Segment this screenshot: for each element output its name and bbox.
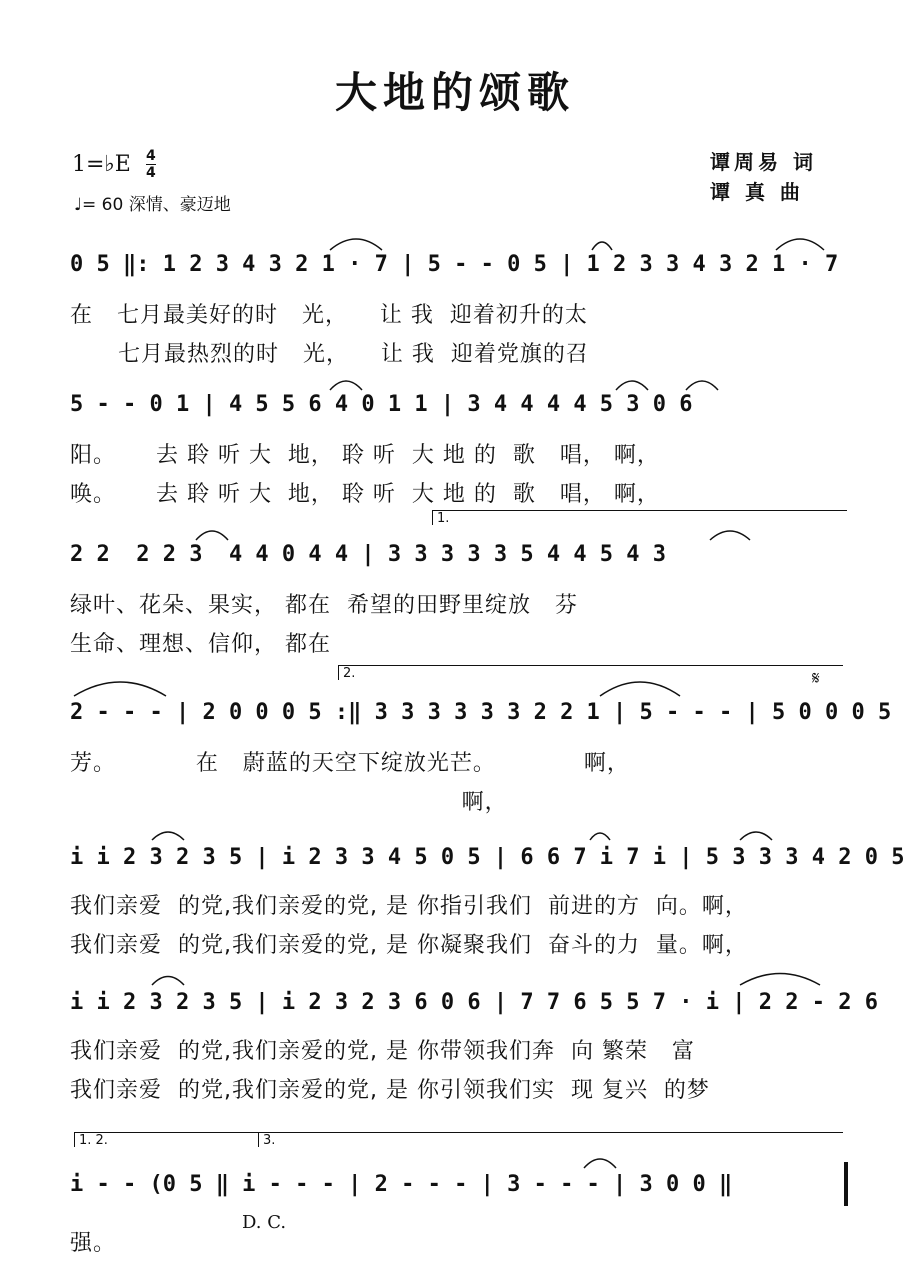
volta-ending-a: 1. 2. [74,1132,259,1147]
slur [152,977,184,986]
tie [600,682,680,696]
lyric-line: 我们亲爱 的党,我们亲爱的党, 是 你凝聚我们 奋斗的力 量。啊， [70,933,748,958]
composer-credit: 谭 真 曲 [710,180,804,204]
system-6 [70,990,878,1030]
lyric-line: 阳。 去 聆 听 大 地， 聆 听 大 地 的 歌 唱， 啊， [70,443,660,468]
lyric-line: 我们亲爱 的党,我们亲爱的党, 是 你引领我们实 现 复兴 的梦 [70,1078,710,1103]
slur [330,239,382,250]
fermata [584,1159,616,1168]
song-title: 大地的颂歌 [334,68,575,117]
lyric-line: 七月最热烈的时 光， 让 我 迎着党旗的召 [70,342,589,367]
da-capo-marking: D. C. [242,1212,287,1233]
system-5 [70,845,905,885]
slur [196,531,228,540]
notes-line: i i 2 3 2 3 5 | i 2 3 3 4 5 0 5 | 6 6 7 i 7 i | 5 3 3 3 4 2 0 5 [70,845,905,870]
lyricist-credit: 谭周易 词 [710,150,817,174]
tie [740,974,820,986]
slur [740,832,772,840]
system-2 [70,392,850,432]
notes-line: 5 - - 0 1 | 4 5 5 6 4 0 1 1 | 3 4 4 4 4 5 3 0 6 [70,392,693,417]
system-7 [70,1172,850,1212]
volta-ending-b: 3. [258,1132,843,1147]
tempo-marking: ♩= 60 深情、豪迈地 [74,195,231,215]
slur [686,381,718,390]
slur [590,833,610,840]
slur [616,381,648,390]
lyric-line: 啊， [70,790,508,815]
lyric-line: 芳。 在 蔚蓝的天空下绽放光芒。 啊， [70,751,630,776]
key-signature: 1=♭E [72,152,131,177]
slur [776,239,824,250]
lyric-line: 生命、理想、信仰， 都在 [70,632,331,657]
system-1 [70,252,850,292]
system-4 [70,700,892,740]
lyric-line: 唤。 去 聆 听 大 地， 聆 听 大 地 的 歌 唱， 啊， [70,482,660,507]
time-signature: $\frac{4}{4}$ [146,148,156,181]
lyric-line: 我们亲爱 的党,我们亲爱的党, 是 你带领我们奔 向 繁荣 富 [70,1039,695,1064]
notes-line: 0 5 ‖: 1 2 3 4 3 2 1 · 7 | 5 - - 0 5 | 1 2 3 3 4 3 2 1 · 7 [70,252,839,277]
lyric-line: 强。 [70,1231,117,1256]
segno-sign: 𝄋 [812,668,820,689]
lyric-line: 绿叶、花朵、果实， 都在 希望的田野里绽放 芬 [70,593,578,618]
slur [152,832,184,840]
system-3 [70,542,850,582]
tie [74,682,166,696]
volta-second: 2. [338,665,843,680]
slur [330,381,362,390]
slur [592,242,612,250]
notes-line: i i 2 3 2 3 5 | i 2 3 2 3 6 0 6 | 7 7 6 5 5 7 · i | 2 2 - 2 6 [70,990,878,1015]
volta-first: 1. [432,510,847,525]
notes-line: 2 2 2 2 3 4 4 0 4 4 | 3 3 3 3 3 5 4 4 5 4 3 [70,542,667,567]
notes-line: 2 - - - | 2 0 0 0 5 :‖ 3 3 3 3 3 3 2 2 1 | 5 - - - | 5 0 0 0 5 [70,700,892,725]
lyric-line: 在 七月最美好的时 光， 让 我 迎着初升的太 [70,303,588,328]
lyric-line: 我们亲爱 的党,我们亲爱的党, 是 你指引我们 前进的方 向。啊， [70,894,748,919]
slur [710,531,750,540]
notes-line: i - - (0 5 ‖ i - - - | 2 - - - | 3 - - - | 3 0 0 ‖ [70,1172,733,1197]
